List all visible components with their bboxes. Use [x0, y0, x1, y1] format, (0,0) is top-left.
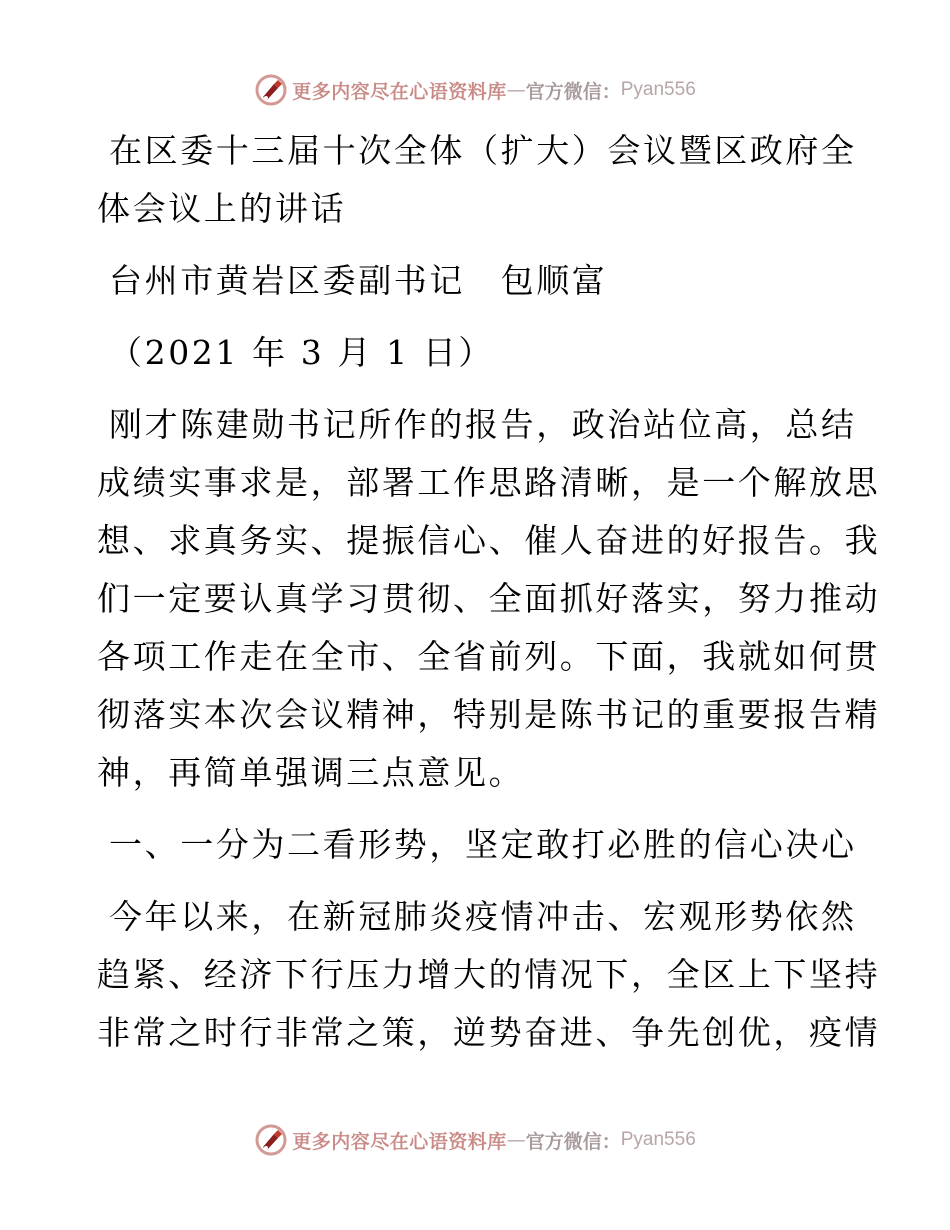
spacer	[97, 802, 857, 816]
watermark-site-text: 更多内容尽在心语资料库	[292, 80, 507, 103]
section-heading-1: 一、一分为二看形势，坚定敢打必胜的信心决心	[109, 825, 857, 864]
pen-nib-logo-icon	[254, 1123, 288, 1157]
watermark-header	[0, 72, 950, 108]
pen-nib-logo-icon	[254, 73, 288, 107]
watermark-label: 官方微信：	[525, 1130, 621, 1153]
document-title-line-2: 体会议上的讲话	[97, 189, 347, 228]
paragraph-1-line: 刚才陈建勋书记所作的报告，政治站位高，总结	[109, 405, 857, 444]
paragraph-1-line: 彻落实本次会议精神，特别是陈书记的重要报告精	[97, 695, 881, 734]
watermark-dash: —	[506, 79, 526, 101]
paragraph-2	[97, 888, 881, 1062]
document-title-line-1: 在区委十三届十次全体（扩大）会议暨区政府全	[109, 131, 857, 170]
spacer	[97, 310, 857, 324]
watermark-label: 官方微信：	[525, 80, 621, 103]
spacer	[97, 874, 857, 888]
paragraph-1-line: 想、求真务实、提振信心、催人奋进的好报告。我	[97, 521, 881, 560]
document-body	[97, 122, 881, 1062]
document-date: （2021 年 3 月 1 日）	[109, 333, 495, 372]
paragraph-2-line: 非常之时行非常之策，逆势奋进、争先创优，疫情	[97, 1013, 881, 1052]
paragraph-1-line: 各项工作走在全市、全省前列。下面，我就如何贯	[97, 637, 881, 676]
watermark-site-text: 更多内容尽在心语资料库	[292, 1130, 507, 1153]
spacer	[97, 382, 857, 396]
document-author: 台州市黄岩区委副书记 包顺富	[109, 261, 608, 300]
watermark-dash: —	[506, 1129, 526, 1151]
paragraph-2-line: 今年以来，在新冠肺炎疫情冲击、宏观形势依然	[109, 897, 857, 936]
paragraph-1-line: 成绩实事求是，部署工作思路清晰，是一个解放思	[97, 463, 881, 502]
paragraph-1-line: 神，再简单强调三点意见。	[97, 753, 525, 792]
watermark-wechat-id: Pyan556	[620, 79, 696, 100]
watermark-wechat-id: Pyan556	[620, 1129, 696, 1150]
spacer	[97, 238, 857, 252]
paragraph-2-line: 趋紧、经济下行压力增大的情况下，全区上下坚持	[97, 955, 881, 994]
paragraph-1	[97, 396, 881, 802]
paragraph-1-line: 们一定要认真学习贯彻、全面抓好落实，努力推动	[97, 579, 881, 618]
watermark-footer	[0, 1122, 950, 1158]
